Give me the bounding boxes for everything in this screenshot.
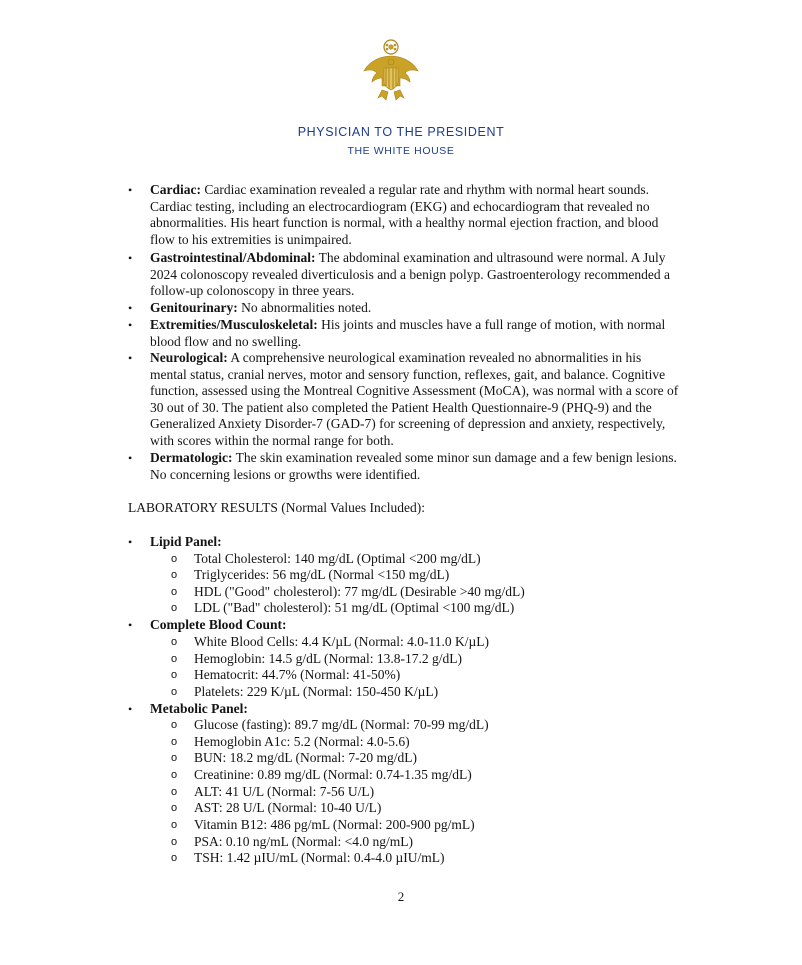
lab-result-item: Vitamin B12: 486 pg/mL (Normal: 200-900 pg/mL) xyxy=(194,817,475,832)
sub-bullet-icon: o xyxy=(171,769,178,781)
exam-text: No abnormalities noted. xyxy=(241,300,372,315)
sub-bullet-icon: o xyxy=(171,719,178,731)
sub-bullet-icon: o xyxy=(171,819,178,831)
lab-result-item: AST: 28 U/L (Normal: 10-40 U/L) xyxy=(194,800,382,815)
exam-heading: Dermatologic: xyxy=(150,450,233,465)
presidential-seal-eagle-icon xyxy=(360,38,422,102)
lab-result-item: Hematocrit: 44.7% (Normal: 41-50%) xyxy=(194,667,401,682)
lab-result-item: HDL ("Good" cholesterol): 77 mg/dL (Desirable >40 mg/dL) xyxy=(194,584,525,599)
lab-result-item: TSH: 1.42 µIU/mL (Normal: 0.4-4.0 µIU/mL) xyxy=(194,850,445,865)
lab-result-item: Platelets: 229 K/µL (Normal: 150-450 K/µL) xyxy=(194,684,439,699)
sub-bullet-icon: o xyxy=(171,569,178,581)
sub-bullet-icon: o xyxy=(171,752,178,764)
bullet-icon: • xyxy=(128,451,133,465)
lab-result-item: Hemoglobin A1c: 5.2 (Normal: 4.0-5.6) xyxy=(194,734,410,749)
lab-result-item: BUN: 18.2 mg/dL (Normal: 7-20 mg/dL) xyxy=(194,750,417,765)
sub-bullet-icon: o xyxy=(171,553,178,565)
bullet-icon: • xyxy=(128,702,133,716)
exam-item-genitourinary xyxy=(150,300,680,317)
bullet-icon: • xyxy=(128,318,133,332)
sub-bullet-icon: o xyxy=(171,736,178,748)
exam-heading: Gastrointestinal/Abdominal: xyxy=(150,250,316,265)
bullet-icon: • xyxy=(128,183,133,197)
exam-text: His joints and muscles have a full range of motion, with normal blood flow and no swelling. xyxy=(150,317,666,349)
lab-result-item: Glucose (fasting): 89.7 mg/dL (Normal: 70-99 mg/dL) xyxy=(194,717,489,732)
sub-bullet-icon: o xyxy=(171,636,178,648)
exam-item-gastrointestinal xyxy=(150,250,680,300)
lab-result-item: White Blood Cells: 4.4 K/µL (Normal: 4.0-11.0 K/µL) xyxy=(194,634,490,649)
exam-item-neurological xyxy=(150,350,680,450)
exam-text: A comprehensive neurological examination revealed no abnormalities in his mental status, cranial nerves, motor and sensory function, reflexes, gait, and balance. Cognitive function, assessed using the Montreal Cognitive Assessment (MoCA), was normal with a score of 30 out of 30. The patient also completed the Patient Health Questionnaire-9 (PHQ-9) and the Generalized Anxiety Disorder-7 (GAD-7) for screening of depression and anxiety, respectively, with scores within the normal range for both. xyxy=(150,350,679,448)
panel-heading: Metabolic Panel: xyxy=(150,701,248,716)
lab-results-title: LABORATORY RESULTS (Normal Values Included): xyxy=(128,500,425,515)
sub-bullet-icon: o xyxy=(171,836,178,848)
exam-item-dermatologic xyxy=(150,450,680,483)
exam-heading: Genitourinary: xyxy=(150,300,238,315)
bullet-icon: • xyxy=(128,618,133,632)
sub-bullet-icon: o xyxy=(171,852,178,864)
sub-bullet-icon: o xyxy=(171,686,178,698)
bullet-icon: • xyxy=(128,535,133,549)
sub-bullet-icon: o xyxy=(171,669,178,681)
lab-result-item: LDL ("Bad" cholesterol): 51 mg/dL (Optimal <100 mg/dL) xyxy=(194,600,515,615)
lab-result-item: Creatinine: 0.89 mg/dL (Normal: 0.74-1.35 mg/dL) xyxy=(194,767,472,782)
sub-bullet-icon: o xyxy=(171,653,178,665)
exam-heading: Extremities/Musculoskeletal: xyxy=(150,317,318,332)
sub-bullet-icon: o xyxy=(171,602,178,614)
sub-bullet-icon: o xyxy=(171,586,178,598)
letterhead-title: PHYSICIAN TO THE PRESIDENT xyxy=(297,125,505,139)
exam-text: The abdominal examination and ultrasound were normal. A July 2024 colonoscopy revealed diverticulosis and a benign polyp. Gastroenterology recommended a follow-up colonoscopy in three years. xyxy=(150,250,670,299)
lab-result-item: PSA: 0.10 ng/mL (Normal: <4.0 ng/mL) xyxy=(194,834,413,849)
exam-text: Cardiac examination revealed a regular rate and rhythm with normal heart sounds. Cardiac testing, including an electrocardiogram (EKG) and echocardiogram that revealed no abnormalities. His heart function is normal, with a healthy normal ejection fraction, and blood flow to his extremities is unimpaired. xyxy=(150,182,659,247)
bullet-icon: • xyxy=(128,351,133,365)
exam-heading: Neurological: xyxy=(150,350,228,365)
lab-result-item: ALT: 41 U/L (Normal: 7-56 U/L) xyxy=(194,784,375,799)
exam-text: The skin examination revealed some minor sun damage and a few benign lesions. No concerning lesions or growths were identified. xyxy=(150,450,677,482)
lab-result-item: Hemoglobin: 14.5 g/dL (Normal: 13.8-17.2 g/dL) xyxy=(194,651,462,666)
exam-item-extremities xyxy=(150,317,680,350)
lab-result-item: Triglycerides: 56 mg/dL (Normal <150 mg/dL) xyxy=(194,567,450,582)
sub-bullet-icon: o xyxy=(171,802,178,814)
sub-bullet-icon: o xyxy=(171,786,178,798)
exam-heading: Cardiac: xyxy=(150,182,201,197)
letterhead-subtitle: THE WHITE HOUSE xyxy=(347,145,455,157)
panel-heading: Lipid Panel: xyxy=(150,534,222,549)
bullet-icon: • xyxy=(128,301,133,315)
panel-heading: Complete Blood Count: xyxy=(150,617,287,632)
bullet-icon: • xyxy=(128,251,133,265)
page-number: 2 xyxy=(397,889,405,904)
exam-item-cardiac xyxy=(150,182,680,248)
lab-result-item: Total Cholesterol: 140 mg/dL (Optimal <200 mg/dL) xyxy=(194,551,481,566)
